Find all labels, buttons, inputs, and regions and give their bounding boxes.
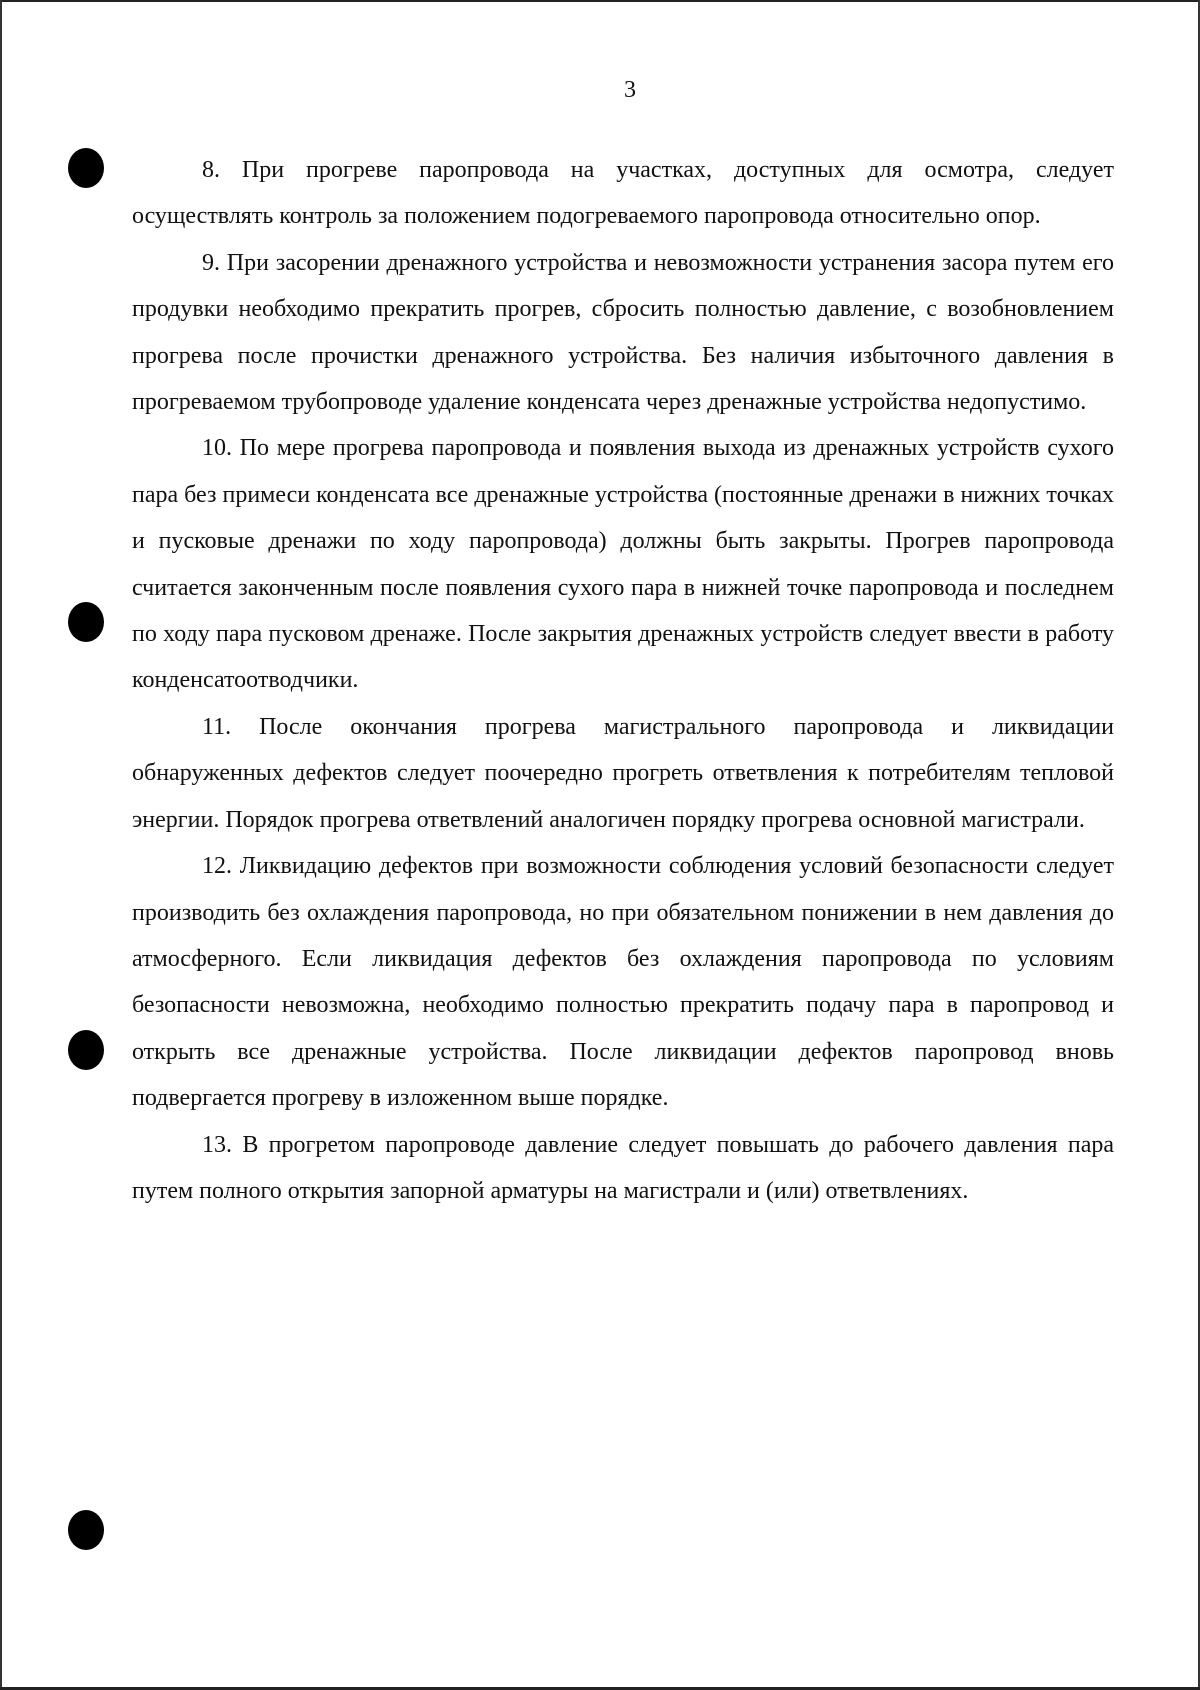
scan-edge-top [0, 0, 1200, 2]
punch-hole-1 [68, 148, 104, 188]
paragraph-13: 13. В прогретом паропроводе давление следует повышать до рабочего давления пара путем полного открытия запорной арматуры на магистрали и (или) ответвлениях. [132, 1131, 1114, 1204]
punch-hole-4 [68, 1510, 104, 1550]
paragraph-10: 10. По мере прогрева паропровода и появления выхода из дренажных устройств сухого пара без примеси конденсата все дренажные устройства (постоянные дренажи в нижних точках и пусковые дренажи по ходу паропровода) должны быть закрыты. Прогрев паропровода считается законченным после появления сухого пара в нижней точке паропровода и последнем по ходу пара пусковом дренаже. После закрытия дренажных устройств следует ввести в работу конденсатоотводчики. [132, 435, 1114, 694]
punch-hole-3 [68, 1030, 104, 1070]
paragraph-12: 12. Ликвидацию дефектов при возможности соблюдения условий безопасности следует производить без охлаждения паропровода, но при обязательном понижении в нем давления до атмосферного. Если ликвидация дефектов без охлаждения паропровода по условиям безопасности невозможна, необходимо полностью прекратить подачу пара в паропровод и открыть все дренажные устройства. После ликвидации дефектов паропровод вновь подвергается прогреву в изложенном выше порядке. [132, 853, 1114, 1112]
scan-edge-left [0, 0, 2, 1690]
document-body [132, 147, 1114, 1214]
page-number: 3 [624, 77, 636, 103]
paragraph-8: 8. При прогреве паропровода на участках, доступных для осмотра, следует осуществлять контроль за положением подогреваемого паропровода относительно опор. [132, 157, 1114, 230]
paragraph-11: 11. После окончания прогрева магистрального паропровода и ликвидации обнаруженных дефектов следует поочередно прогреть ответвления к потребителям тепловой энергии. Порядок прогрева ответвлений аналогичен порядку прогрева основной магистрали. [132, 713, 1114, 833]
paragraph-9: 9. При засорении дренажного устройства и невозможности устранения засора путем его продувки необходимо прекратить прогрев, сбросить полностью давление, с возобновлением прогрева после прочистки дренажного устройства. Без наличия избыточного давления в прогреваемом трубопроводе удаление конденсата через дренажные устройства недопустимо. [132, 249, 1114, 416]
punch-hole-2 [68, 602, 104, 642]
